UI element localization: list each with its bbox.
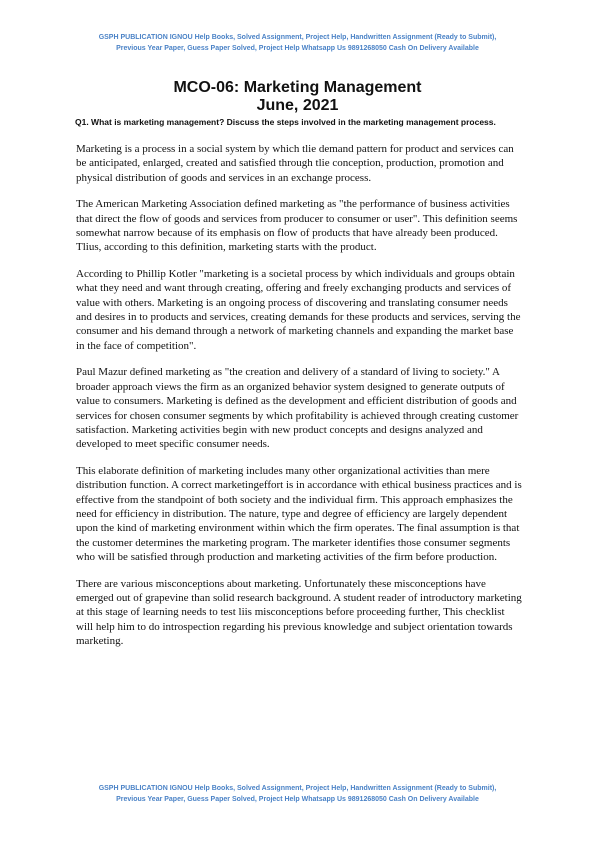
- footer-banner-line-2: Previous Year Paper, Guess Paper Solved, Project Help Whatsapp Us 9891268050 Cash On Delivery Available: [116, 795, 479, 803]
- answer-paragraph: Marketing is a process in a social system by which tlie demand pattern for product and services can be anticipated, enlarged, created and satisfied through tlie conception, production, promotion and physical distribution of goods and services in an exchange process.: [76, 143, 514, 184]
- question-heading: Q1. What is marketing management? Discuss the steps involved in the marketing management process.: [75, 117, 496, 127]
- course-title: MCO-06: Marketing Management: [173, 79, 422, 96]
- session-title: June, 2021: [256, 97, 339, 114]
- answer-paragraph: According to Phillip Kotler "marketing is a societal process by which individuals and groups obtain what they need and want through creating, offering and freely exchanging products and services of value with others. Marketing is an ongoing process of discovering and translating consumer needs and desires in to products and services, creating demands for these products and services, serving the consumer and his demand through a network of marketing channels and expanding the market base in the face of competition".: [76, 267, 521, 352]
- header-banner: [40, 33, 555, 54]
- header-banner-line-2: Previous Year Paper, Guess Paper Solved, Project Help Whatsapp Us 9891268050 Cash On Delivery Available: [116, 44, 479, 52]
- footer-banner-line-1: GSPH PUBLICATION IGNOU Help Books, Solved Assignment, Project Help, Handwritten Assignment (Ready to Submit),: [98, 785, 497, 792]
- answer-paragraph: The American Marketing Association defined marketing as "the performance of business activities that direct the flow of goods and services from producer to consumer or user". This definition seems somewhat narrow because of its emphasis on flow of products that have already been produced. Tlius, according to this definition, marketing starts with the product.: [76, 198, 518, 254]
- answer-paragraph: This elaborate definition of marketing includes many other organizational activities than mere distribution function. A correct marketingeffort is in accordance with ethical business practices and is effective from the standpoint of both society and the individual firm. This approach emphasizes the need for efficiency in distribution. The nature, type and degree of efficiency are largely dependent upon the kind of marketing environment within which the firm operates. The final assumption is that the customer determines the marketing program. The marketer identifies those consumer segments who will be satisfied through production and marketing activities of the firm before production.: [76, 464, 522, 564]
- answer-paragraph: Paul Mazur defined marketing as "the creation and delivery of a standard of living to society." A broader approach views the firm as an organized behavior system designed to generate outputs of value to consumers. Marketing is defined as the development and efficient distribution of goods and services for chosen consumer segments by which profitability is achieved through creating customer satisfaction. Marketing activities begin with new product concepts and designs analyzed and developed to meet specific consumer needs.: [76, 366, 519, 451]
- footer-banner: [40, 784, 555, 805]
- answer-paragraph: There are various misconceptions about marketing. Unfortunately these misconceptions have emerged out of grapevine than solid research background. A student reader of introductory marketing at this stage of learning needs to test liis misconceptions before proceeding further, This checklist will help him to do introspection regarding his previous knowledge and subject orientation towards marketing.: [76, 577, 522, 648]
- header-banner-line-1: GSPH PUBLICATION IGNOU Help Books, Solved Assignment, Project Help, Handwritten Assignment (Ready to Submit),: [98, 34, 497, 41]
- answer-body: [76, 142, 524, 661]
